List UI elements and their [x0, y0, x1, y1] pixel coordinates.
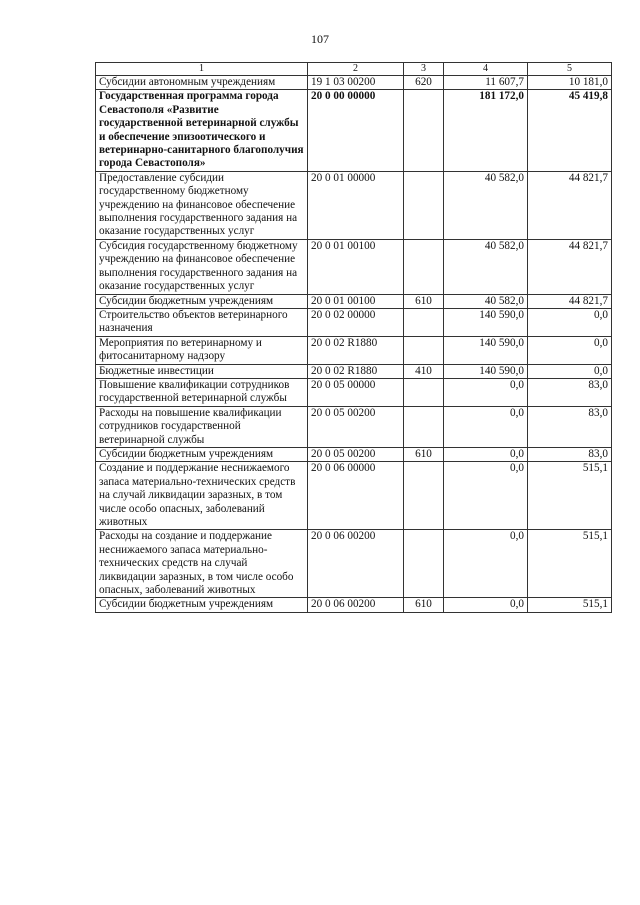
- row-value-col5-cell: 83,0: [528, 378, 612, 406]
- row-expense-type-cell: [404, 239, 444, 294]
- row-value-col4-cell: 0,0: [444, 598, 528, 612]
- table-row: [96, 336, 612, 364]
- row-value-col4-cell: 140 590,0: [444, 336, 528, 364]
- row-code-cell: 20 0 05 00200: [308, 447, 404, 461]
- row-expense-type-cell: 610: [404, 294, 444, 308]
- row-code-cell: 20 0 00 00000: [308, 90, 404, 171]
- row-name-cell: Государственная программа города Севастополя «Развитие государственной ветеринарной службы и обеспечение эпизоотического и ветеринарно-санитарного благополучия города Севастополя»: [96, 90, 308, 171]
- row-code-cell: 20 0 05 00000: [308, 378, 404, 406]
- row-code-cell: 20 0 06 00000: [308, 462, 404, 530]
- row-value-col5-cell: 44 821,7: [528, 171, 612, 239]
- row-expense-type-cell: [404, 462, 444, 530]
- row-value-col5-cell: 0,0: [528, 336, 612, 364]
- table-row: [96, 530, 612, 598]
- row-value-col4-cell: 40 582,0: [444, 294, 528, 308]
- row-expense-type-cell: [404, 308, 444, 336]
- header-row: [96, 63, 612, 76]
- table-row: [96, 294, 612, 308]
- table-row: [96, 378, 612, 406]
- table-row: [96, 598, 612, 612]
- row-value-col5-cell: 10 181,0: [528, 76, 612, 90]
- row-code-cell: 20 0 02 R1880: [308, 364, 404, 378]
- row-code-cell: 20 0 05 00200: [308, 406, 404, 447]
- row-code-cell: 20 0 06 00200: [308, 598, 404, 612]
- row-name-cell: Расходы на повышение квалификации сотрудников государственной ветеринарной службы: [96, 406, 308, 447]
- row-code-cell: 20 0 01 00100: [308, 239, 404, 294]
- table-row: [96, 447, 612, 461]
- table-row: [96, 406, 612, 447]
- row-code-cell: 19 1 03 00200: [308, 76, 404, 90]
- table-row: [96, 90, 612, 171]
- row-value-col4-cell: 181 172,0: [444, 90, 528, 171]
- row-name-cell: Субсидии автономным учреждениям: [96, 76, 308, 90]
- row-code-cell: 20 0 01 00000: [308, 171, 404, 239]
- row-name-cell: Расходы на создание и поддержание неснижаемого запаса материально-технических средств на случай ликвидации заразных, в том числе особо опасных, заболеваний животных: [96, 530, 308, 598]
- row-value-col4-cell: 140 590,0: [444, 364, 528, 378]
- row-value-col4-cell: 0,0: [444, 447, 528, 461]
- table-row: [96, 364, 612, 378]
- row-name-cell: Бюджетные инвестиции: [96, 364, 308, 378]
- row-value-col5-cell: 515,1: [528, 598, 612, 612]
- row-expense-type-cell: [404, 530, 444, 598]
- row-value-col4-cell: 40 582,0: [444, 239, 528, 294]
- page-number: 107: [311, 32, 329, 46]
- row-value-col5-cell: 83,0: [528, 406, 612, 447]
- header-col-4: 4: [444, 63, 528, 76]
- table-row: [96, 239, 612, 294]
- row-value-col5-cell: 44 821,7: [528, 239, 612, 294]
- row-value-col4-cell: 0,0: [444, 378, 528, 406]
- row-code-cell: 20 0 02 R1880: [308, 336, 404, 364]
- row-name-cell: Субсидия государственному бюджетному учреждению на финансовое обеспечение выполнения государственного задания на оказание государственных услуг: [96, 239, 308, 294]
- row-expense-type-cell: 610: [404, 598, 444, 612]
- row-expense-type-cell: [404, 336, 444, 364]
- row-value-col5-cell: 44 821,7: [528, 294, 612, 308]
- table-row: [96, 76, 612, 90]
- row-value-col4-cell: 0,0: [444, 406, 528, 447]
- row-value-col4-cell: 0,0: [444, 462, 528, 530]
- row-value-col4-cell: 140 590,0: [444, 308, 528, 336]
- table-row: [96, 462, 612, 530]
- row-value-col5-cell: 515,1: [528, 530, 612, 598]
- row-value-col4-cell: 40 582,0: [444, 171, 528, 239]
- row-value-col5-cell: 0,0: [528, 364, 612, 378]
- row-code-cell: 20 0 02 00000: [308, 308, 404, 336]
- row-expense-type-cell: 610: [404, 447, 444, 461]
- row-value-col5-cell: 0,0: [528, 308, 612, 336]
- header-col-1: 1: [96, 63, 308, 76]
- row-value-col5-cell: 515,1: [528, 462, 612, 530]
- table-body: [96, 76, 612, 613]
- table-row: [96, 308, 612, 336]
- row-value-col5-cell: 45 419,8: [528, 90, 612, 171]
- row-expense-type-cell: 620: [404, 76, 444, 90]
- row-expense-type-cell: [404, 90, 444, 171]
- row-name-cell: Строительство объектов ветеринарного назначения: [96, 308, 308, 336]
- row-name-cell: Субсидии бюджетным учреждениям: [96, 598, 308, 612]
- row-value-col4-cell: 0,0: [444, 530, 528, 598]
- budget-table: [95, 62, 612, 613]
- row-name-cell: Повышение квалификации сотрудников государственной ветеринарной службы: [96, 378, 308, 406]
- row-name-cell: Создание и поддержание неснижаемого запаса материально-технических средств на случай ликвидации заразных, в том числе особо опасных, заболеваний животных: [96, 462, 308, 530]
- row-code-cell: 20 0 01 00100: [308, 294, 404, 308]
- row-name-cell: Субсидии бюджетным учреждениям: [96, 447, 308, 461]
- row-expense-type-cell: [404, 406, 444, 447]
- header-col-5: 5: [528, 63, 612, 76]
- table-row: [96, 171, 612, 239]
- header-col-3: 3: [404, 63, 444, 76]
- header-col-2: 2: [308, 63, 404, 76]
- row-expense-type-cell: [404, 171, 444, 239]
- row-name-cell: Мероприятия по ветеринарному и фитосанитарному надзору: [96, 336, 308, 364]
- row-expense-type-cell: 410: [404, 364, 444, 378]
- row-code-cell: 20 0 06 00200: [308, 530, 404, 598]
- row-value-col4-cell: 11 607,7: [444, 76, 528, 90]
- row-name-cell: Субсидии бюджетным учреждениям: [96, 294, 308, 308]
- row-name-cell: Предоставление субсидии государственному бюджетному учреждению на финансовое обеспечение выполнения государственного задания на оказание государственных услуг: [96, 171, 308, 239]
- row-expense-type-cell: [404, 378, 444, 406]
- row-value-col5-cell: 83,0: [528, 447, 612, 461]
